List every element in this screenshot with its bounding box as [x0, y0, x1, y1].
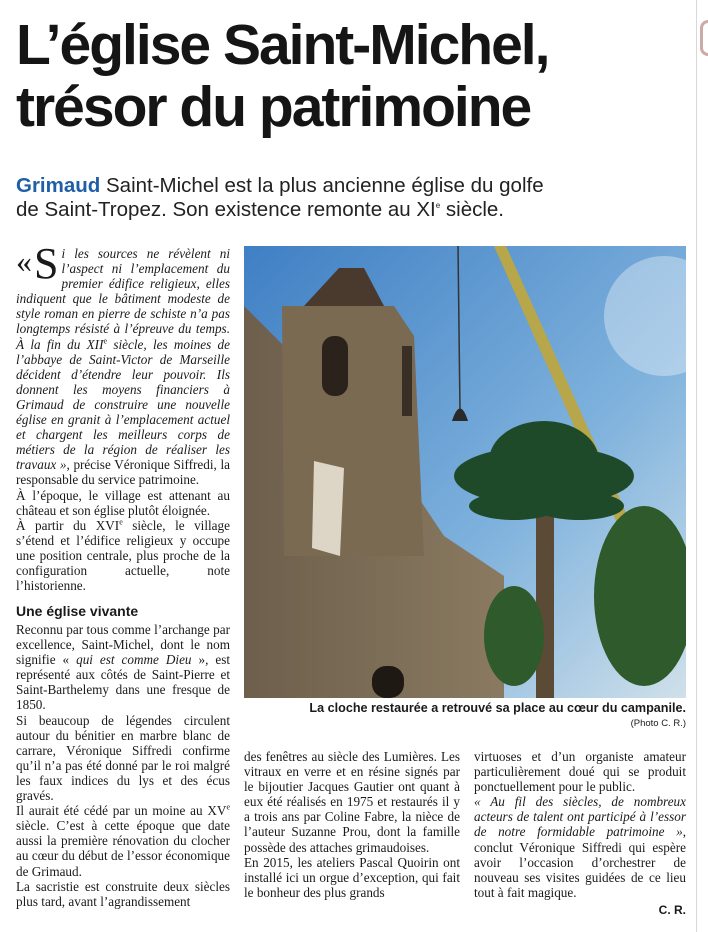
intro-attribution: , précise Véronique Siffredi, la responsable du service patrimoine. — [16, 457, 230, 488]
col2-paragraph-2: En 2015, les ateliers Pascal Quoirin ont installé ici un orgue d’exception, qui fait le bonheur des plus grands — [244, 854, 460, 900]
adjacent-page-mark — [700, 20, 708, 56]
lead-line-2b: siècle. — [440, 198, 504, 221]
intro-p3-b: siècle, le village s’étend et l’édifice religieux y occupe une position centrale, plus proche de la configuration actuelle, note l’historienne. — [16, 517, 230, 594]
col1-p3-sup: e — [226, 802, 230, 812]
dropcap: S — [34, 239, 59, 288]
sundial — [312, 461, 344, 556]
col1-p1-italic: qui est comme Dieu — [76, 652, 192, 668]
col1-paragraph-4: La sacristie est construite deux siècles plus tard, avant l’agrandissement — [16, 878, 230, 909]
subheading: Une église vivante — [16, 603, 139, 619]
adjacent-page-edge — [696, 0, 708, 932]
col1-p3-b: siècle. C’est à cette époque que date aussi la première rénovation du clocher au cœur du début de l’essor économique de Grimaud. — [16, 818, 230, 879]
col2-paragraph-1: des fenêtres au siècle des Lumières. Les vitraux en verre et en résine signés par le bijoutier Jacques Gautier ont quant à eux été réalisés en 1975 et restaurés il y a trois ans par Coline Fabre, la nièce de l’auteur Suzanne Prou, dont la famille possède des attaches grimaudoises. — [244, 749, 460, 855]
tower-window-2 — [402, 346, 412, 416]
opening-quote-mark: « — [16, 243, 32, 279]
column-3 — [474, 749, 686, 900]
column-2 — [244, 749, 460, 900]
intro-paragraph-2: À l’époque, le village est attenant au château et son église plutôt éloignée. — [16, 487, 230, 518]
headline-line-1: L’église Saint-Michel, — [16, 13, 549, 77]
intro-quote-b: siècle, les moines de l’abbaye de Saint-Victor de Marseille décident d’étendre leur pouvoir. Ils donnent les moyens financiers à Grimaud de construire une nouvelle église en granit à l’emplacement actuel et chargent les meilleurs corps de métiers de la région de réaliser les travaux » — [16, 336, 230, 473]
intro-paragraph-1 — [16, 239, 230, 488]
intro-p3-sup: e — [119, 517, 123, 527]
col3-p2-b: , conclut Véronique Siffredi qui espère avoir l’occasion d’orchestrer de nouveau ses visites guidées de ce lieu tout à fait magique. — [474, 824, 686, 900]
col3-quote: « Au fil des siècles, de nombreux acteurs de talent ont participé à l’essor de notre formidable patrimoine » — [474, 794, 686, 840]
intro-quote: i les sources ne révèlent ni l’aspect ni l’emplacement du premier édifice religieux, elles indiquent que le bâtiment modeste de style roman en pierre de schiste n’a pas longtemps résisté à l’épreuve du temps. À la fin du XII — [16, 246, 230, 352]
col3-paragraph-2 — [474, 794, 686, 900]
col1-paragraph-2: Si beaucoup de légendes circulent autour du bénitier en marbre blanc de carrare, Véronique Siffredi confirme qu’il n’a pas été donné par le roi malgré les faux indices du lys et des écus gravés. — [16, 712, 230, 804]
lead-line-1: Saint-Michel est la plus ancienne église du golfe — [106, 174, 544, 197]
intro-column — [16, 239, 230, 594]
col1-paragraph-3 — [16, 803, 230, 878]
lead-sup: e — [435, 201, 441, 211]
column-1-rest — [16, 622, 230, 909]
palm-trunk — [536, 496, 554, 698]
headline-line-2: trésor du patrimoine — [16, 75, 531, 139]
tower-window — [322, 336, 348, 396]
col1-p1-a: Reconnu par tous comme l’archange par excellence, Saint-Michel, dont le nom signifie « — [16, 622, 230, 668]
col1-paragraph-1 — [16, 622, 230, 713]
photo-caption: La cloche restaurée a retrouvé sa place au cœur du campanile. — [309, 701, 686, 715]
church-photo — [244, 246, 686, 698]
lead-paragraph — [16, 174, 686, 222]
bell-tower — [282, 306, 424, 556]
author-signature: C. R. — [658, 903, 686, 917]
col1-p3-a: Il aurait été cédé par un moine au XV — [16, 803, 227, 819]
intro-paragraph-3 — [16, 518, 230, 593]
col3-paragraph-1: virtuoses et d’un organiste amateur particulièrement doué qui se produit ponctuellement pour le public. — [474, 749, 686, 795]
lead-line-2a: de Saint-Tropez. Son existence remonte au XI — [16, 198, 436, 221]
intro-sup: e — [103, 336, 108, 346]
lead-place: Grimaud — [16, 174, 101, 197]
headline — [16, 14, 684, 138]
church-door — [372, 666, 404, 698]
col1-p1-b: », est représenté aux côtés de Saint-Pierre et Saint-Barthelemy dans une fresque de 1850. — [16, 652, 231, 713]
intro-p3-a: À partir du XVI — [16, 517, 120, 533]
photo-credit: (Photo C. R.) — [630, 718, 686, 729]
